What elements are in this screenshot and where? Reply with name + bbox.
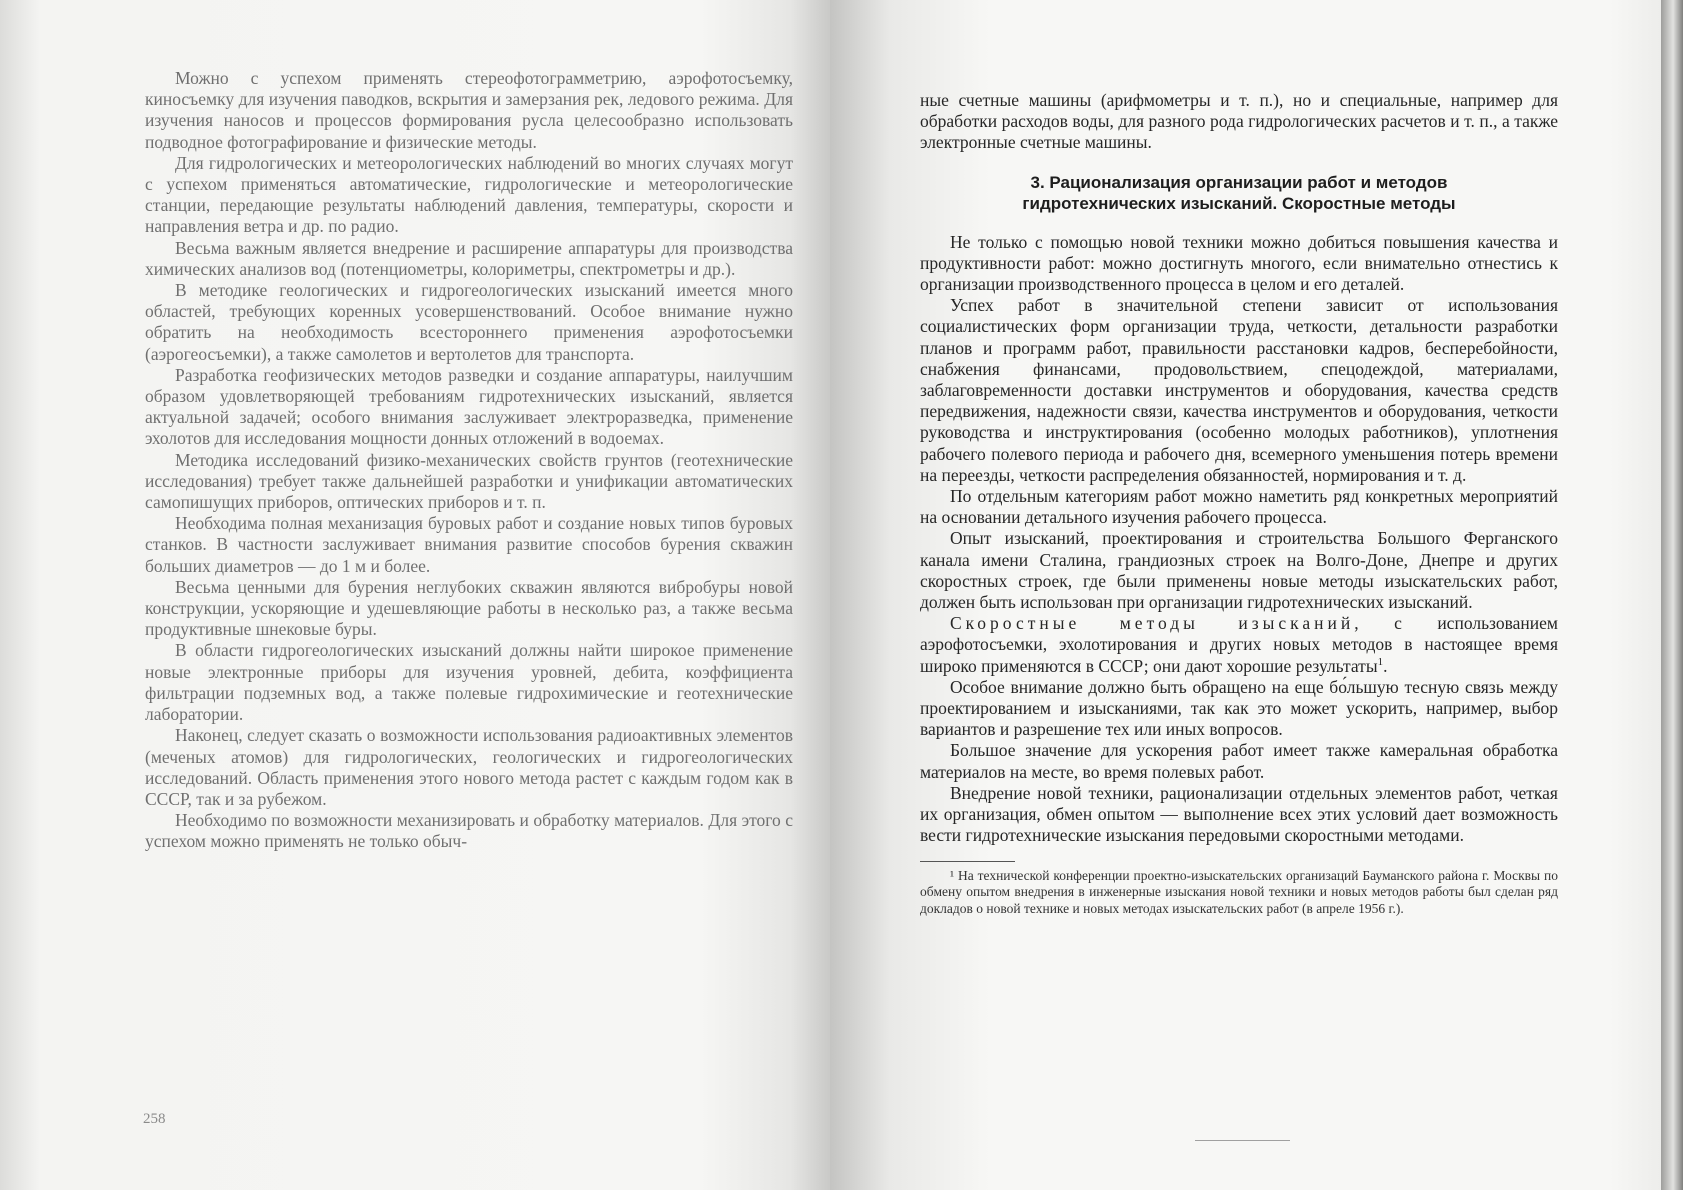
right-paragraph-5: Особое внимание должно быть обращено на еще бо́льшую тесную связь между проектированием и изысканиями, так как это может ускорить, например, выбор вариантов и разрешение тех или иных вопросов.: [920, 676, 1558, 740]
section-title-line-2: гидротехнических изысканий. Скоростные методы: [1022, 193, 1456, 213]
left-paragraph-9: В области гидрогеологических изысканий должны найти широкое применение новые электронные приборы для изучения уровней, дебита, коэффициента фильтрации подземных вод, а также полевые гидрохимические и геотехнические лаборатории.: [145, 640, 793, 725]
left-paragraph-7: Необходима полная механизация буровых работ и создание новых типов буровых станков. В частности заслуживает внимания развитие способов бурения скважин больших диаметров — до 1 м и более.: [145, 513, 793, 576]
left-paragraph-1: Можно с успехом применять стереофотограмметрию, аэрофотосъемку, киносъемку для изучения паводков, вскрытия и замерзания рек, ледового режима. Для изучения наносов и процессов формирования русла целесообразно использовать подводное фотографирование и физические методы.: [145, 68, 793, 152]
left-paragraph-6: Методика исследований физико-механических свойств грунтов (геотехнические исследования) требует также дальнейшей разработки и унификации автоматических самопишущих приборов, оптических приборов и т. п.: [145, 449, 793, 513]
right-page-text: [920, 90, 1558, 917]
left-paragraph-10: Наконец, следует сказать о возможности использования радиоактивных элементов (меченых атомов) для гидрологических, геологических и гидрогеологических исследований. Область применения этого нового метода растет с каждым годом как в СССР, так и за рубежом.: [145, 725, 793, 809]
section-title-line-1: 3. Рационализация организации работ и методов: [1030, 172, 1448, 192]
page-number: 258: [143, 1111, 166, 1127]
right-paragraph-4: Опыт изысканий, проектирования и строительства Большого Ферганского канала имени Сталина, грандиозных строек на Волго-Доне, Днепре и других скоростных строек, где были применены новые методы изыскательских работ, должен быть использован при организации гидротехнических изысканий.: [920, 528, 1558, 613]
scan-mark: [1195, 1140, 1290, 1141]
footnote-divider: [920, 861, 1015, 862]
right-paragraph-2: Успех работ в значительной степени зависит от использования социалистических форм организации труда, четкости, детальности разработки планов и программ работ, правильности расстановки кадров, бесперебойности, снабжения финансами, продовольствием, спецодеждой, материалами, заблаговременности доставки инструментов и оборудования, качества средств передвижения, надежности связи, качества инструментов и оборудования, четкости руководства и инструктирования (особенно молодых работников), уплотнения рабочего полевого периода и рабочего дня, всемерного уменьшения потерь времени на переезды, четкости распределения обязанностей, нормирования и т. д.: [920, 295, 1558, 485]
footnote: ¹ На технической конференции проектно-изыскательских организаций Бауманского района г. Москвы по обмену опытом внедрения в инженерные изыскания новой техники и новых методов работы был сделан ряд докладов о новой технике и новых методах изыскательских работ (в апреле 1956 г.).: [920, 867, 1558, 916]
speed-methods-end: .: [1383, 655, 1388, 676]
right-paragraph-6: Большое значение для ускорения работ имеет также камеральная обработка материалов на месте, во время полевых работ.: [920, 740, 1558, 782]
speed-methods-text: , с использованием аэрофотосъемки, эхолотирования и других новых методов в настоящее время широко применяются в СССР; они дают хорошие результаты: [920, 613, 1558, 676]
left-paragraph-3: Весьма важным является внедрение и расширение аппаратуры для производства химических анализов вод (потенциометры, колориметры, спектрометры и др.).: [145, 237, 793, 279]
left-paragraph-2: Для гидрологических и метеорологических наблюдений во многих случаях могут с успехом применяться автоматические, гидрологические и метеорологические станции, передающие результаты наблюдений давления, температуры, скорости и направления ветра и др. по радио.: [145, 152, 793, 237]
footnote-mark: 1: [1377, 655, 1384, 668]
left-page: [0, 0, 830, 1190]
right-paragraph-1: Не только с помощью новой техники можно добиться повышения качества и продуктивности работ: можно достигнуть многого, если внимательно отнестись к организации производственного процесса в целом и его деталей.: [920, 231, 1558, 295]
speed-methods-paragraph: [920, 613, 1558, 677]
left-paragraph-11: Необходимо по возможности механизировать и обработку материалов. Для этого с успехом можно применять не только обыч-: [145, 810, 793, 852]
right-paragraph-7: Внедрение новой техники, рационализации отдельных элементов работ, четкая их организация, обмен опытом — выполнение всех этих условий дает возможность вести гидротехнические изыскания передовыми скоростными методами.: [920, 782, 1558, 846]
speed-methods-spaced-text: Скоростные методы изысканий: [950, 613, 1355, 634]
left-paragraph-8: Весьма ценными для бурения неглубоких скважин являются вибробуры новой конструкции, ускоряющие и удешевляющие работы в несколько раз, а также весьма продуктивные шнековые буры.: [145, 576, 793, 640]
left-page-text: [145, 68, 793, 853]
right-paragraph-3: По отдельным категориям работ можно наметить ряд конкретных мероприятий на основании детального изучения рабочего процесса.: [920, 486, 1558, 528]
left-paragraph-5: Разработка геофизических методов разведки и создание аппаратуры, наилучшим образом удовлетворяющей требованиям гидротехнических изысканий, является актуальной задачей; особого внимания заслуживает электроразведка, применение эхолотов для исследования мощности донных отложений в водоемах.: [145, 364, 793, 449]
right-continuation: ные счетные машины (арифмометры и т. п.), но и специальные, например для обработки расходов воды, для разного рода гидрологических расчетов и т. п., а также электронные счетные машины.: [920, 90, 1558, 153]
section-title: [920, 172, 1558, 214]
left-paragraph-4: В методике геологических и гидрогеологических изысканий имеется много областей, требующих коренных усовершенствований. Особое внимание нужно обратить на необходимость всестороннего применения аэрофотосъемки (аэрогеосъемки), а также самолетов и вертолетов для транспорта.: [145, 280, 793, 364]
book-edge: [1661, 0, 1683, 1190]
